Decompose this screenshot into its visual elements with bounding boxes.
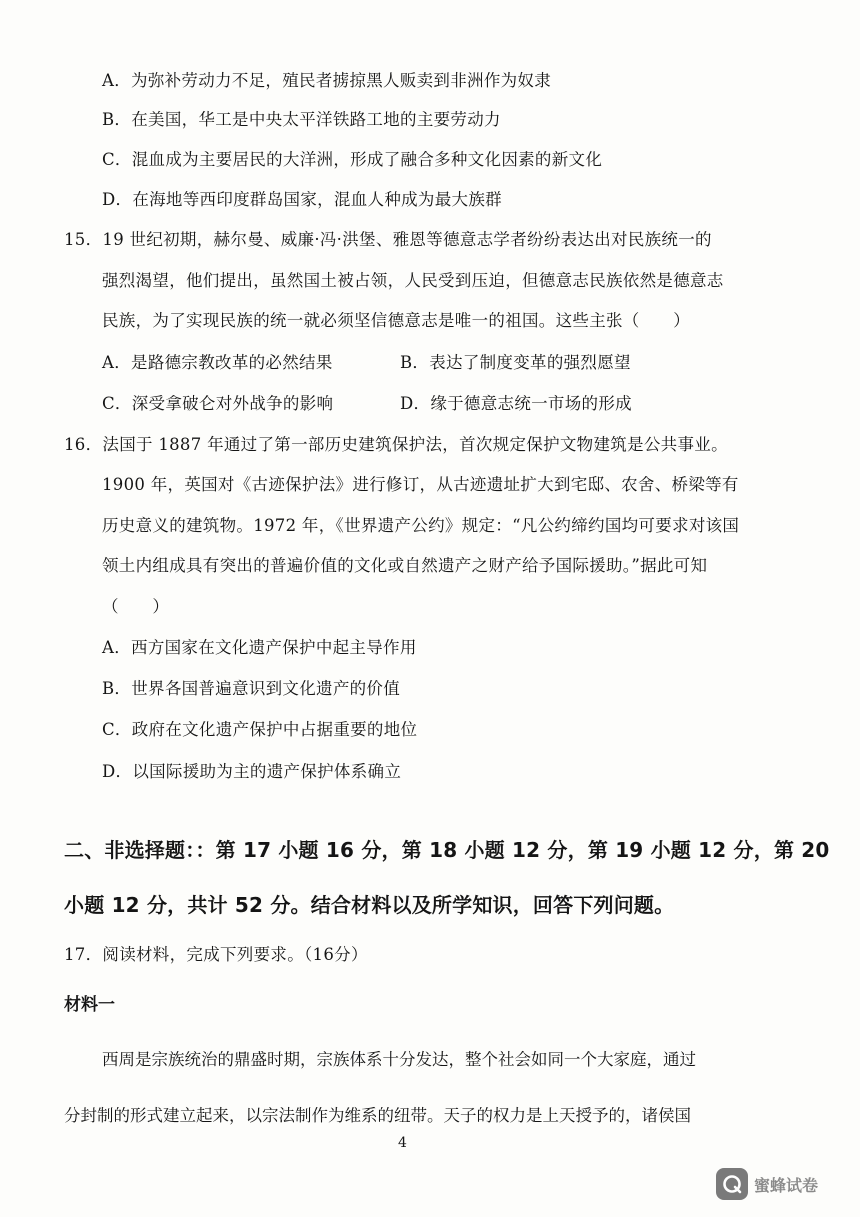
q15-option-d: D．缘于德意志统一市场的形成 bbox=[400, 394, 632, 413]
q16-stem-line5: （ ） bbox=[102, 597, 170, 616]
q16-stem-line1: 16．法国于 1887 年通过了第一部历史建筑保护法，首次规定保护文物建筑是公共事业。 bbox=[64, 435, 728, 454]
q14-option-a: A．为弥补劳动力不足，殖民者掳掠黑人贩卖到非洲作为奴隶 bbox=[102, 71, 552, 90]
section2-heading-line2: 小题 12 分，共计 52 分。结合材料以及所学知识，回答下列问题。 bbox=[64, 893, 675, 917]
q-logo-icon bbox=[716, 1168, 748, 1200]
q17-material1-text-line2: 分封制的形式建立起来，以宗法制作为维系的纽带。天子的权力是上天授予的，诸侯国 bbox=[64, 1106, 691, 1125]
q15-option-c: C．深受拿破仑对外战争的影响 bbox=[102, 394, 334, 413]
q15-stem-line2: 强烈渴望，他们提出，虽然国土被占领，人民受到压迫，但德意志民族依然是德意志 bbox=[102, 271, 724, 290]
q17-material1-label: 材料一 bbox=[64, 995, 115, 1015]
q16-option-c: C．政府在文化遗产保护中占据重要的地位 bbox=[102, 720, 418, 739]
q15-option-b: B．表达了制度变革的强烈愿望 bbox=[400, 353, 631, 372]
q15-stem-line3: 民族，为了实现民族的统一就必须坚信德意志是唯一的祖国。这些主张（ ） bbox=[102, 311, 690, 330]
q14-option-d: D．在海地等西印度群岛国家，混血人种成为最大族群 bbox=[102, 190, 502, 209]
watermark-text: 蜜蜂试卷 bbox=[754, 1175, 819, 1195]
q16-option-a: A．西方国家在文化遗产保护中起主导作用 bbox=[102, 638, 417, 657]
watermark bbox=[716, 1168, 818, 1200]
q14-option-b: B．在美国，华工是中央太平洋铁路工地的主要劳动力 bbox=[102, 110, 501, 129]
q16-stem-line2: 1900 年，英国对《古迹保护法》进行修订，从古迹遗址扩大到宅邸、农舍、桥梁等有 bbox=[102, 475, 739, 494]
q15-stem-line1: 15．19 世纪初期，赫尔曼、威廉·冯·洪堡、雅恩等德意志学者纷纷表达出对民族统一的 bbox=[64, 230, 712, 249]
q15-option-a: A．是路德宗教改革的必然结果 bbox=[102, 353, 333, 372]
q16-option-d: D．以国际援助为主的遗产保护体系确立 bbox=[102, 762, 402, 781]
q16-option-b: B．世界各国普遍意识到文化遗产的价值 bbox=[102, 679, 401, 698]
q14-option-c: C．混血成为主要居民的大洋洲，形成了融合多种文化因素的新文化 bbox=[102, 150, 603, 169]
page-number: 4 bbox=[398, 1135, 407, 1151]
q16-stem-line4: 领土内组成具有突出的普遍价值的文化或自然遗产之财产给予国际援助。”据此可知 bbox=[102, 556, 708, 575]
q17-title: 17．阅读材料，完成下列要求。（16分） bbox=[64, 945, 368, 964]
q17-material1-text-line1: 西周是宗族统治的鼎盛时期，宗族体系十分发达，整个社会如同一个大家庭，通过 bbox=[102, 1050, 696, 1069]
section2-heading-line1: 二、非选择题：：第 17 小题 16 分，第 18 小题 12 分，第 19 小题 12 分，第 20 bbox=[64, 838, 830, 862]
q16-stem-line3: 历史意义的建筑物。1972 年，《世界遗产公约》规定：“凡公约缔约国均可要求对该国 bbox=[102, 516, 740, 535]
